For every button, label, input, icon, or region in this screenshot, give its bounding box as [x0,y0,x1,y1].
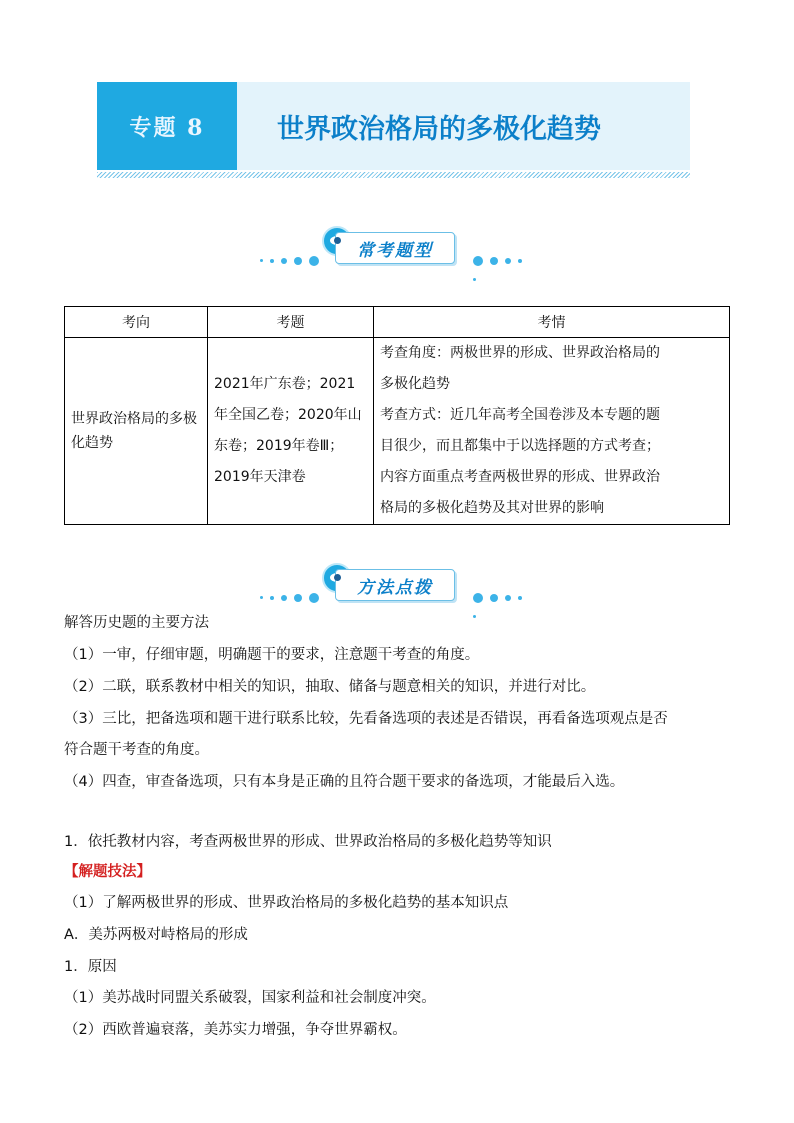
cell-direction: 世界政治格局的多极化趋势 [65,338,208,525]
exam-table [64,306,730,525]
topic-number-tag: 专题 8 [97,82,237,170]
method-line: （2）二联，联系教材中相关的知识，抽取、储备与题意相关的知识，并进行对比。 [64,679,596,695]
column-header: 考题 [208,307,374,338]
column-header: 考向 [65,307,208,338]
point-line: （2）西欧普遍衰落，美苏实力增强，争夺世界霸权。 [64,1022,407,1038]
method-line: （4）四查，审查备选项，只有本身是正确的且符合题干要求的备选项，才能最后入选。 [64,774,625,790]
point-title: 1．依托教材内容，考查两极世界的形成、世界政治格局的多极化趋势等知识 [64,834,552,850]
point-line: A．美苏两极对峙格局的形成 [64,927,248,943]
situation-line: 考查角度：两极世界的形成、世界政治格局的 [380,345,660,361]
column-header: 考情 [374,307,730,338]
section-header-methods [255,563,535,603]
section-title: 常考题型 [335,232,455,264]
situation-line: 内容方面重点考查两极世界的形成、世界政治 [380,469,660,485]
method-line: 符合题干考查的角度。 [64,742,209,758]
point-line: 1．原因 [64,959,117,975]
section-header-common-questions [255,226,535,266]
banner-stripe [97,172,690,178]
method-line: （1）一审，仔细审题，明确题干的要求，注意题干考查的角度。 [64,647,480,663]
situation-line: 格局的多极化趋势及其对世界的影响 [380,500,604,516]
right-dots [473,587,535,625]
cell-situation [374,338,730,525]
method-heading: 解答历史题的主要方法 [64,615,209,631]
situation-line: 目很少，而且都集中于以选择题的方式考查； [380,438,660,454]
page-title: 世界政治格局的多极化趋势 [277,113,601,145]
title-banner [97,82,690,170]
table-header-row [65,307,730,338]
cell-questions: 2021年广东卷；2021年全国乙卷；2020年山东卷；2019年卷Ⅲ；2019年天津卷 [208,338,374,525]
point-line: （1）了解两极世界的形成、世界政治格局的多极化趋势的基本知识点 [64,895,509,911]
section-title: 方法点拨 [335,569,455,601]
situation-line: 多极化趋势 [380,376,450,392]
point-line: （1）美苏战时同盟关系破裂，国家利益和社会制度冲突。 [64,990,436,1006]
method-line: （3）三比，把备选项和题干进行联系比较，先看备选项的表述是否错误，再看备选项观点是否 [64,711,668,727]
situation-line: 考查方式：近几年高考全国卷涉及本专题的题 [380,407,660,423]
left-dots [260,587,326,606]
left-dots [260,250,326,269]
table-row [65,338,730,525]
tip-label: 【解题技法】 [64,864,151,880]
right-dots [473,250,535,288]
